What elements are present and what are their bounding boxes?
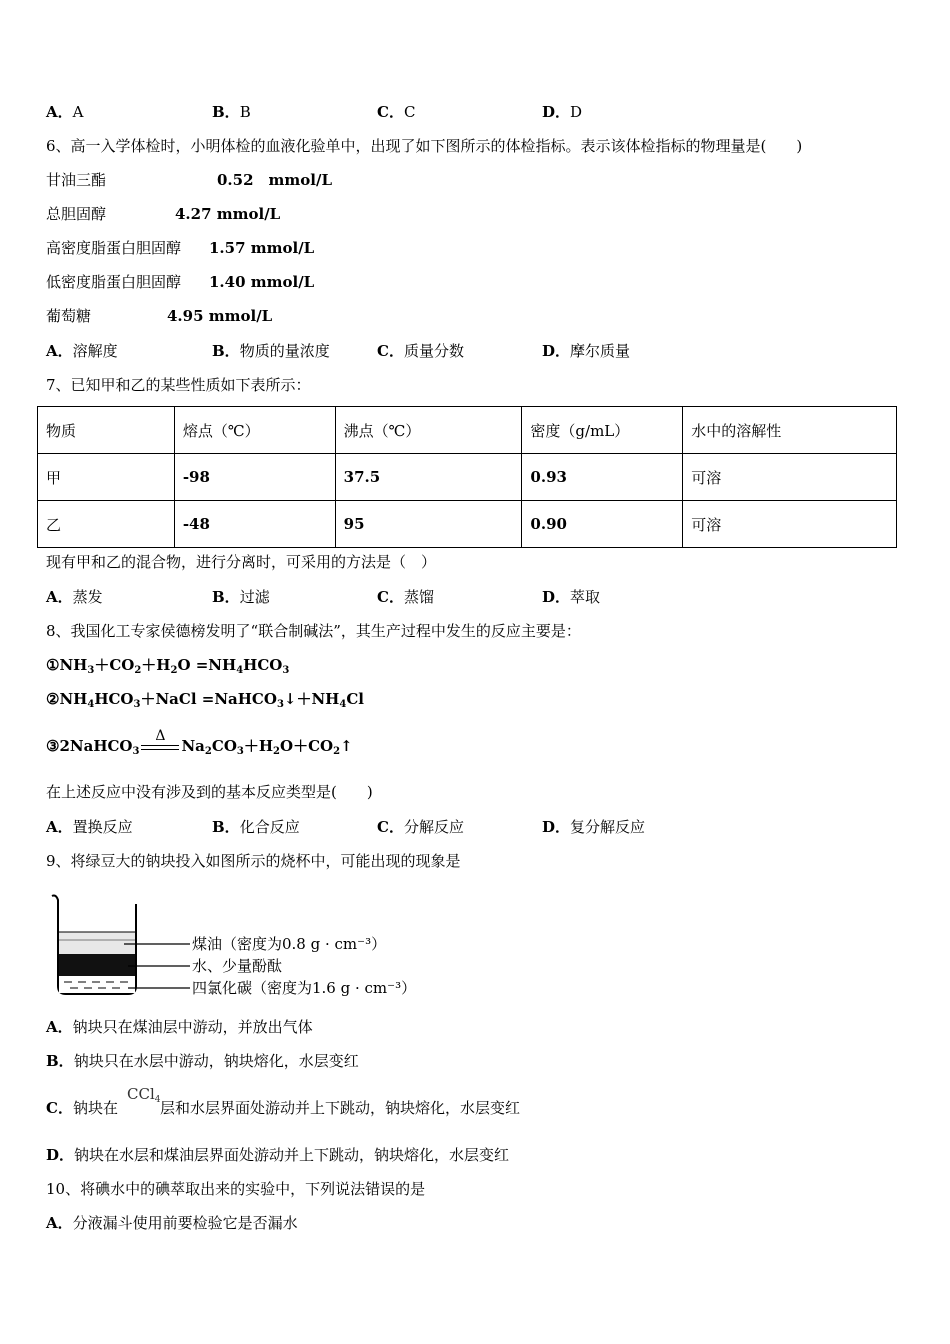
- q7-option-c[interactable]: C．蒸馏: [377, 588, 434, 606]
- q6-stem: 6、高一入学体检时，小明体检的血液化验单中，出现了如下图所示的体检指标。表示该体检指标的物理量是( ): [46, 137, 803, 155]
- q9-option-c[interactable]: C．钠块在 层和水层界面处游动并上下跳动，钠块熔化，水层变红: [46, 1099, 520, 1117]
- ccl4-formula: CCl$_4$: [127, 1085, 161, 1105]
- q10-option-a[interactable]: A．分液漏斗使用前要检验它是否漏水: [46, 1214, 298, 1232]
- q7-stem: 7、已知甲和乙的某些性质如下表所示：: [46, 376, 311, 394]
- q6-option-c[interactable]: C．质量分数: [377, 342, 464, 360]
- report-row: 甘油三酯 0.52 mmol/L: [46, 171, 333, 189]
- report-row: 高密度脂蛋白胆固醇 1.57 mmol/L: [46, 239, 315, 257]
- properties-table: [37, 406, 897, 548]
- table-header: 密度（g/mL）: [522, 407, 683, 454]
- q5-option-c[interactable]: C．C: [377, 103, 416, 121]
- q9-option-d[interactable]: D．钠块在水层和煤油层界面处游动并上下跳动，钠块熔化，水层变红: [46, 1146, 510, 1164]
- q7-option-b[interactable]: B．过滤: [212, 588, 270, 606]
- report-row: 葡萄糖 4.95 mmol/L: [46, 307, 273, 325]
- q8-option-a[interactable]: A．置换反应: [46, 818, 133, 836]
- q8-option-d[interactable]: D．复分解反应: [542, 818, 646, 836]
- q8-option-c[interactable]: C．分解反应: [377, 818, 464, 836]
- table-cell: 可溶: [683, 454, 897, 501]
- q10-stem: 10、将碘水中的碘萃取出来的实验中，下列说法错误的是: [46, 1180, 426, 1198]
- q6-option-b[interactable]: B．物质的量浓度: [212, 342, 330, 360]
- table-cell: 37.5: [335, 454, 522, 501]
- q8-stem: 8、我国化工专家侯德榜发明了“联合制碱法”，其生产过程中发生的反应主要是：: [46, 622, 581, 640]
- reaction-3: ③2NaHCO$_3$ Δ $Na_2CO_3+H_2O+CO_2↑$: [46, 728, 353, 757]
- table-row: [38, 454, 897, 501]
- water-label: 水、少量酚酞: [192, 957, 283, 975]
- q5-option-b[interactable]: B．B: [212, 103, 251, 121]
- ccl4-label: 四氯化碳（密度为1.6 g · cm⁻³）: [192, 979, 417, 997]
- table-header: 熔点（℃）: [174, 407, 335, 454]
- q5-option-a[interactable]: A．A: [46, 103, 84, 121]
- reaction-1: $①NH_3+CO_2+H_2O =NH_4HCO_3$: [46, 656, 290, 676]
- table-header: 沸点（℃）: [335, 407, 522, 454]
- reaction-2: $②NH_4HCO_3+NaCl$ $=NaHCO_3↓+NH_4Cl$: [46, 690, 364, 710]
- q9-option-a[interactable]: A．钠块只在煤油层中游动，并放出气体: [46, 1018, 313, 1036]
- table-cell: -48: [174, 501, 335, 548]
- q9-option-b[interactable]: B．钠块只在水层中游动，钠块熔化，水层变红: [46, 1052, 359, 1070]
- kerosene-label: 煤油（密度为0.8 g · cm⁻³）: [192, 935, 387, 953]
- q8-options: [46, 817, 906, 837]
- q8-option-b[interactable]: B．化合反应: [212, 818, 300, 836]
- table-cell: 0.90: [522, 501, 683, 548]
- q7-option-d[interactable]: D．萃取: [542, 588, 601, 606]
- table-header: 水中的溶解性: [683, 407, 897, 454]
- table-cell: 可溶: [683, 501, 897, 548]
- q6-option-a[interactable]: A．溶解度: [46, 342, 118, 360]
- q6-option-d[interactable]: D．摩尔质量: [542, 342, 631, 360]
- table-cell: 甲: [38, 454, 175, 501]
- table-cell: -98: [174, 454, 335, 501]
- report-row: 总胆固醇 4.27 mmol/L: [46, 205, 281, 223]
- table-cell: 95: [335, 501, 522, 548]
- q6-options: [46, 341, 906, 361]
- q7-question: 现有甲和乙的混合物，进行分离时，可采用的方法是（ ）: [46, 553, 437, 571]
- q5-option-d[interactable]: D．D: [542, 103, 583, 121]
- report-row: 低密度脂蛋白胆固醇 1.40 mmol/L: [46, 273, 315, 291]
- q5-options: [46, 102, 906, 122]
- q7-option-a[interactable]: A．蒸发: [46, 588, 103, 606]
- table-row: [38, 501, 897, 548]
- q9-stem: 9、将绿豆大的钠块投入如图所示的烧杯中，可能出现的现象是: [46, 852, 461, 870]
- q8-question: 在上述反应中没有涉及到的基本反应类型是( ): [46, 783, 373, 801]
- table-header-row: [38, 407, 897, 454]
- table-cell: 乙: [38, 501, 175, 548]
- q7-options: [46, 587, 906, 607]
- heating-arrow: Δ: [141, 740, 179, 754]
- table-cell: 0.93: [522, 454, 683, 501]
- beaker-diagram: [44, 890, 444, 1002]
- table-header: 物质: [38, 407, 175, 454]
